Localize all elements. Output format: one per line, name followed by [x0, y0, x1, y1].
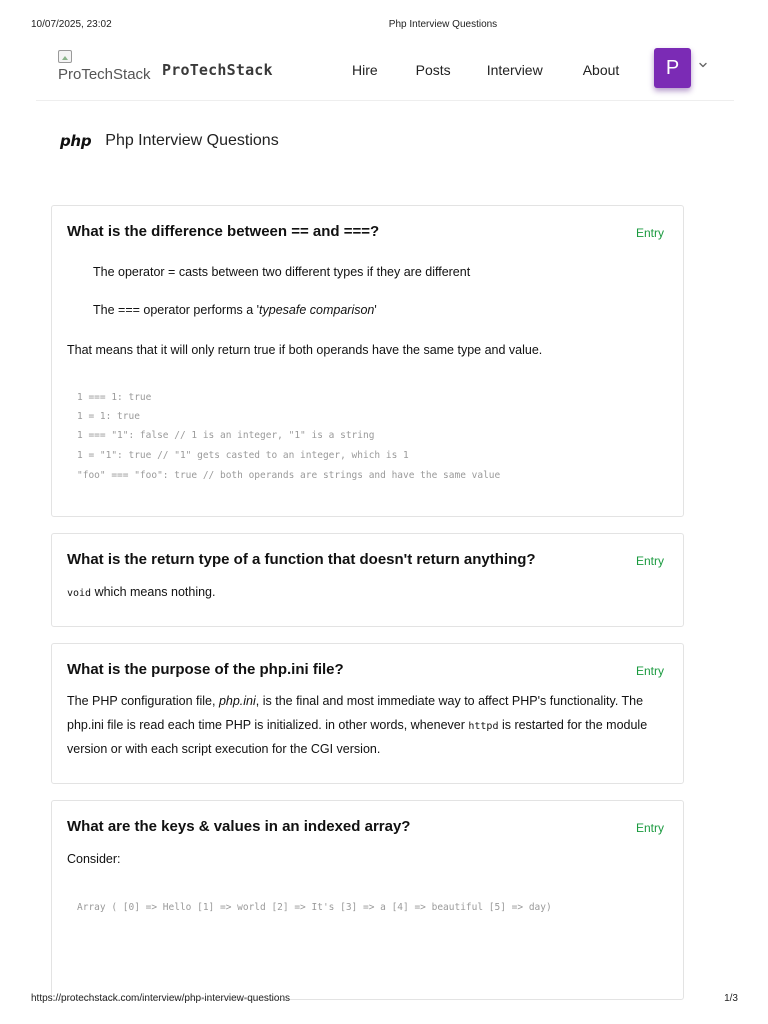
question-title: What are the keys & values in an indexed array?: [67, 818, 411, 835]
inline-code: void: [67, 588, 92, 599]
nav-link-about[interactable]: About: [582, 62, 620, 78]
inline-code: httpd: [468, 720, 499, 732]
print-page-number: 1/3: [724, 993, 738, 1004]
answer-text: operator performs a ': [139, 303, 260, 317]
code-line: 1 === "1": false // 1 is an integer, "1" is a string: [77, 430, 375, 441]
answer-text: The: [93, 303, 119, 317]
nav-link-interview[interactable]: Interview: [486, 62, 543, 78]
answer-text-line: Consider:: [67, 852, 121, 866]
level-badge[interactable]: Entry: [635, 554, 664, 568]
print-header: [0, 19, 768, 33]
emphasis-text: php.ini: [218, 694, 256, 708]
nav-link-posts[interactable]: Posts: [415, 62, 451, 78]
page-title: Php Interview Questions: [105, 132, 279, 149]
answer-text: , is the final and most immediate way to affect PHP's functionality. The php.ini file is read each time PHP is initialized. in other words, whenever: [67, 694, 644, 732]
code-line: 1 = 1: true: [77, 411, 140, 422]
answer-paragraph: [67, 690, 667, 762]
answer-text: The PHP configuration file,: [67, 694, 219, 708]
nav-links: [352, 62, 619, 78]
answer-text-line: The operator = casts between two different types if they are different: [93, 265, 471, 279]
question-card: [51, 533, 684, 627]
question-title: What is the difference between == and ===?: [67, 223, 380, 240]
user-avatar-button[interactable]: P: [654, 48, 691, 88]
broken-logo-image: [56, 48, 152, 86]
question-card: [51, 800, 684, 1000]
code-line: "foo" === "foo": true // both operands are strings and have the same value: [77, 470, 501, 481]
page-heading: [60, 132, 279, 150]
broken-image-icon: [58, 50, 72, 63]
code-line: 1 === 1: true: [77, 392, 152, 403]
level-badge[interactable]: Entry: [635, 664, 664, 678]
emphasis-text: typesafe comparison: [259, 303, 375, 317]
answer-text: ': [374, 303, 377, 317]
question-title: What is the purpose of the php.ini file?: [67, 661, 344, 678]
operator-text: ===: [118, 303, 140, 317]
answer-text-line: [93, 303, 377, 317]
chevron-down-icon[interactable]: [698, 60, 708, 70]
code-line: Array ( [0] => Hello [1] => world [2] => It's [3] => a [4] => beautiful [5] => day): [77, 902, 552, 913]
level-badge[interactable]: Entry: [635, 226, 664, 240]
answer-text-line: [67, 585, 215, 599]
print-doc-title: Php Interview Questions: [388, 19, 498, 30]
navbar: [36, 44, 734, 101]
print-url: https://protechstack.com/interview/php-interview-questions: [31, 993, 291, 1004]
code-line: 1 = "1": true // "1" gets casted to an integer, which is 1: [77, 450, 409, 461]
question-title: What is the return type of a function that doesn't return anything?: [67, 551, 536, 568]
question-card: [51, 205, 684, 517]
answer-text: is restarted for the module version or with each script execution for the CGI version.: [67, 717, 648, 756]
answer-text: which means nothing.: [91, 585, 216, 599]
nav-link-hire[interactable]: Hire: [352, 62, 378, 78]
brand-name: ProTechStack: [162, 61, 273, 79]
answer-text-line: That means that it will only return true if both operands have the same type and value.: [67, 343, 543, 357]
brand-logo-link[interactable]: [56, 48, 273, 86]
logo-alt-text: ProTechStack: [58, 66, 151, 83]
level-badge[interactable]: Entry: [635, 821, 664, 835]
question-card: [51, 643, 684, 784]
php-logo: php: [60, 132, 92, 150]
print-timestamp: 10/07/2025, 23:02: [31, 19, 112, 30]
